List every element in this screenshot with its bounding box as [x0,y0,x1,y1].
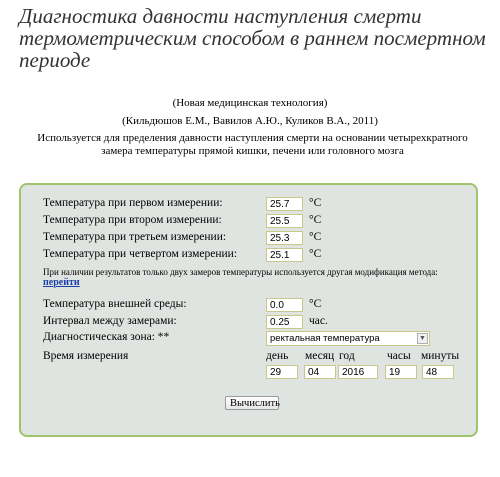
time-header-day: день [266,350,289,362]
page-title: Диагностика давности наступления смерти термометрическим способом в раннем посмертном периоде [19,4,486,72]
time-header-hours: часы [387,350,411,362]
measurement-2-unit: °C [309,214,322,226]
zone-select[interactable] [266,331,430,346]
interval-unit: час. [309,315,328,327]
zone-label: Диагностическая зона: ** [43,331,170,343]
calculator-form [19,183,478,437]
measurement-4-unit: °C [309,248,322,260]
measurement-2-input[interactable] [266,214,303,228]
time-header-minutes: минуты [421,350,460,362]
description: Используется для пределения давности наступления смерти на основании четырехкратного замера температуры прямой кишки, печени или головного мозга [37,132,468,157]
alternate-method-link[interactable]: перейти [43,277,80,288]
day-input[interactable] [266,365,298,379]
time-header-year: год [339,350,355,362]
interval-label: Интервал между замерами: [43,315,177,327]
two-measurements-note: При наличии результатов только двух замеров температуры используется другая модификация метода: [43,267,438,277]
minutes-input[interactable] [422,365,454,379]
ambient-input[interactable] [266,298,303,312]
time-header-month: месяц [305,350,335,362]
measurement-4-label: Температура при четвертом измерении: [43,248,238,260]
year-input[interactable] [338,365,378,379]
calculate-button[interactable]: Вычислить [225,396,279,410]
ambient-label: Температура внешней среды: [43,298,187,310]
authors: (Кильдюшов Е.М., Вавилов А.Ю., Куликов В.А., 2011) [122,115,378,127]
interval-input[interactable] [266,315,303,329]
zone-select-value: ректальная температура [270,333,380,344]
time-label: Время измерения [43,350,129,362]
hours-input[interactable] [385,365,417,379]
month-input[interactable] [304,365,336,379]
ambient-unit: °C [309,298,322,310]
measurement-3-input[interactable] [266,231,303,245]
measurement-4-input[interactable] [266,248,303,262]
measurement-1-label: Температура при первом измерении: [43,197,223,209]
measurement-3-unit: °C [309,231,322,243]
measurement-3-label: Температура при третьем измерении: [43,231,227,243]
measurement-1-input[interactable] [266,197,303,211]
chevron-down-icon[interactable]: ▼ [417,333,428,344]
measurement-1-unit: °C [309,197,322,209]
subtitle: (Новая медицинская технология) [172,97,328,109]
measurement-2-label: Температура при втором измерении: [43,214,222,226]
